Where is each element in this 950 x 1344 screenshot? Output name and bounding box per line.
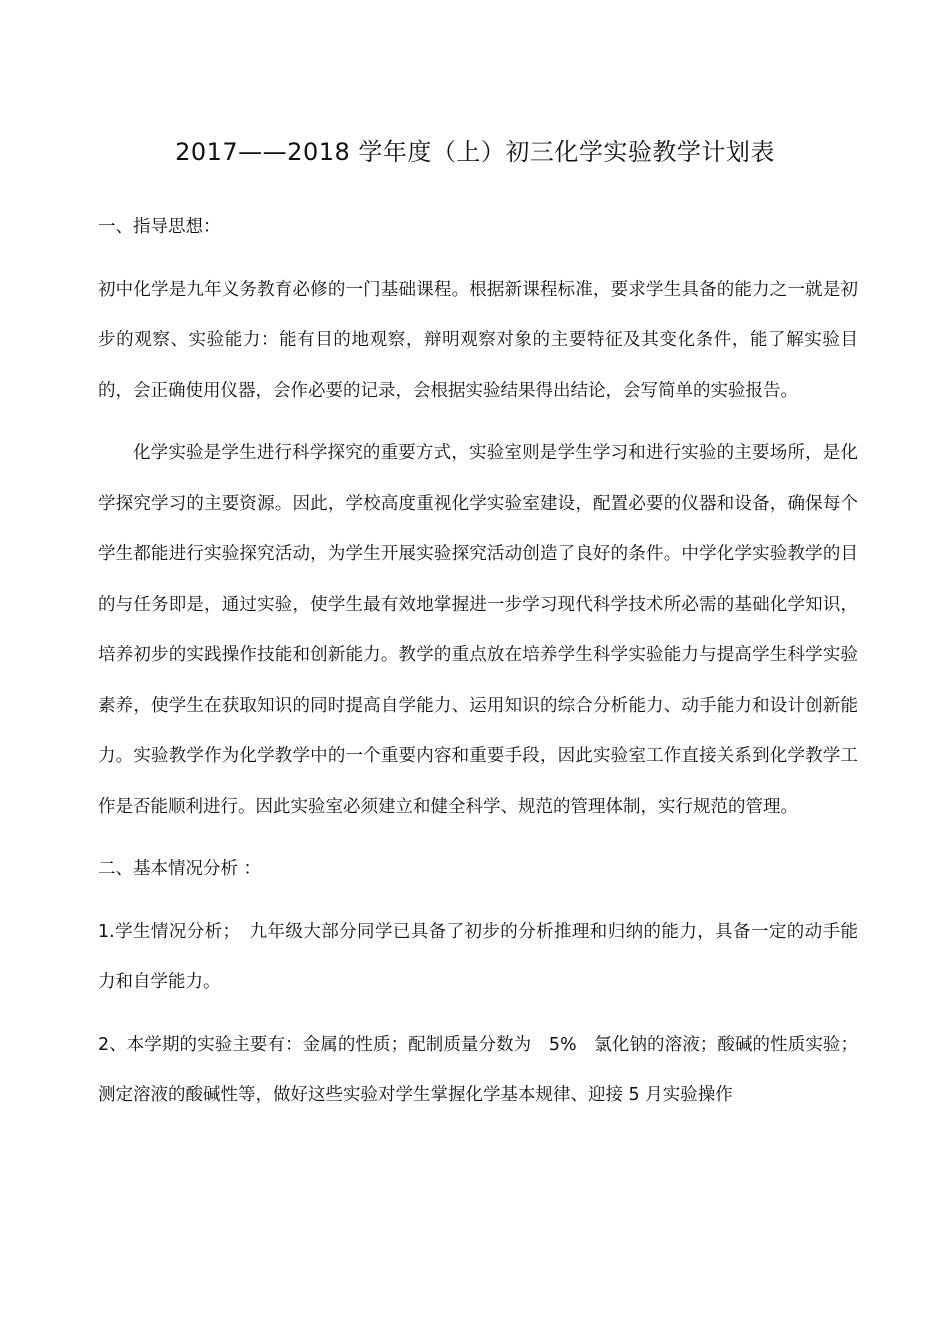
paragraph-experiment-importance: 化学实验是学生进行科学探究的重要方式，实验室则是学生学习和进行实验的主要场所，是化学探究学习的主要资源。因此，学校高度重视化学实验室建设，配置必要的仪器和设备，确保每个学生都能进行实验探究活动，为学生开展实验探究活动创造了良好的条件。中学化学实验教学的目的与任务即是，通过实验，使学生最有效地掌握进一步学习现代科学技术所必需的基础化学知识，培养初步的实践操作技能和创新能力。教学的重点放在培养学生科学实验能力与提高学生科学实验素养，使学生在获取知识的同时提高自学能力、运用知识的综合分析能力、动手能力和设计创新能力。实验教学作为化学教学中的一个重要内容和重要手段，因此实验室工作直接关系到化学教学工作是否能顺利进行。因此实验室必须建立和健全科学、规范的管理体制，实行规范的管理。: [98, 443, 858, 817]
section-heading-situation-analysis: 二、基本情况分析 ：: [98, 859, 262, 879]
document-body: [98, 202, 858, 1133]
paragraph-experiment-list: 2、本学期的实验主要有：金属的性质；配制质量分数为 5% 氯化钠的溶液；酸碱的性质实验；测定溶液的酸碱性等，做好这些实验对学生掌握化学基本规律、迎接 5 月实验操作: [98, 1034, 858, 1105]
paragraph-course-overview: 初中化学是九年义务教育必修的一门基础课程。根据新课程标准，要求学生具备的能力之一就是初步的观察、实验能力：能有目的地观察，辩明观察对象的主要特征及其变化条件，能了解实验目的，会正确使用仪器，会作必要的记录，会根据实验结果得出结论，会写简单的实验报告。: [98, 279, 858, 401]
section-heading-guiding-ideology: 一、指导思想：: [98, 217, 221, 237]
document-title: 2017——2018 学年度（上）初三化学实验教学计划表: [175, 138, 775, 166]
paragraph-student-analysis: 1.学生情况分析； 九年级大部分同学已具备了初步的分析推理和归纳的能力，具备一定的动手能力和自学能力。: [98, 921, 858, 992]
